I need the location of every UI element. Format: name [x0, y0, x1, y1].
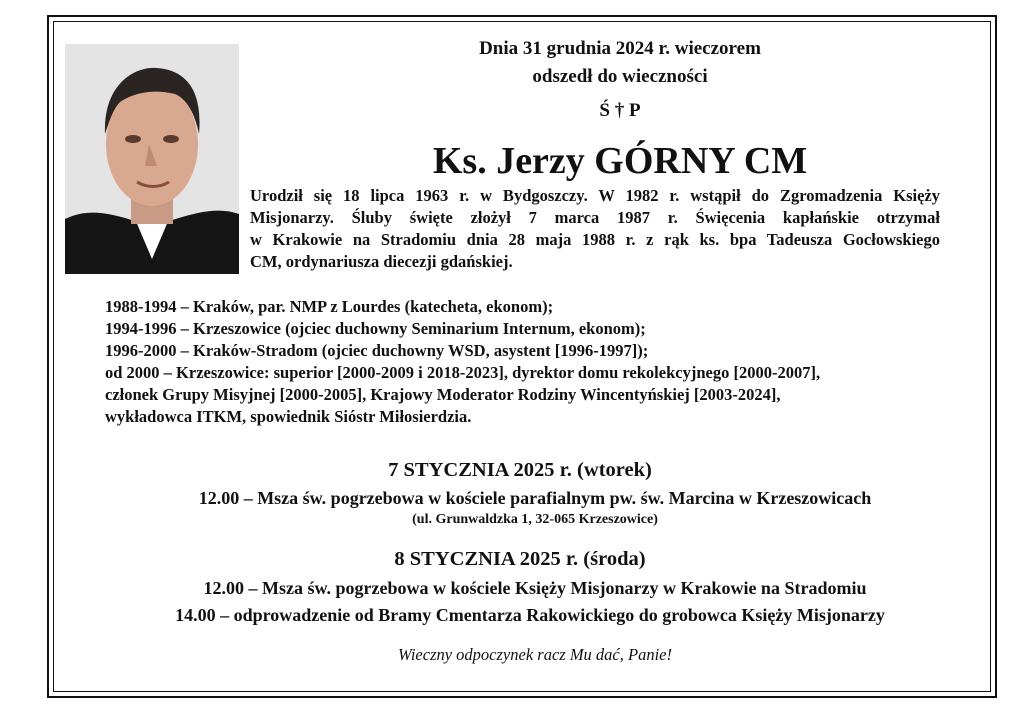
portrait-illustration: [65, 44, 239, 274]
bio-line: Misjonarzy. Śluby święte złożył 7 marca 1987 r. Święcenia kapłańskie otrzymał: [250, 208, 940, 227]
bio-line: CM, ordynariusza diecezji gdańskiej.: [250, 252, 513, 271]
funeral-day-2-event-1: 12.00 – Msza św. pogrzebowa w kościele Księży Misjonarzy w Krakowie na Stradomiu: [203, 578, 867, 598]
bio-line: w Krakowie na Stradomiu dnia 28 maja 1988 r. z rąk ks. bpa Tadeusza Gocłowskiego: [250, 230, 940, 249]
funeral-day-1-address: (ul. Grunwaldzka 1, 32-065 Krzeszowice): [412, 512, 658, 527]
career-line: 1988-1994 – Kraków, par. NMP z Lourdes (katecheta, ekonom);: [105, 297, 554, 316]
header-line-1: Dnia 31 grudnia 2024 r. wieczorem: [479, 38, 761, 59]
funeral-day-2-event-2: 14.00 – odprowadzenie od Bramy Cmentarza Rakowickiego do grobowca Księży Misjonarzy: [175, 605, 885, 625]
portrait-photo: [65, 44, 239, 274]
cross-line: Ś † P: [599, 100, 641, 121]
header-line-2: odszedł do wieczności: [532, 66, 708, 87]
funeral-day-2-date: 8 STYCZNIA 2025 r. (środa): [394, 548, 646, 570]
biography: [250, 185, 940, 273]
funeral-day-1-event: 12.00 – Msza św. pogrzebowa w kościele parafialnym pw. św. Marcina w Krzeszowicach: [198, 488, 872, 508]
bio-line: Urodził się 18 lipca 1963 r. w Bydgoszczy. W 1982 r. wstąpił do Zgromadzenia Księży: [250, 186, 940, 205]
funeral-day-1-date: 7 STYCZNIA 2025 r. (wtorek): [388, 459, 652, 481]
career-list: [105, 296, 965, 428]
career-line: 1996-2000 – Kraków-Stradom (ojciec duchowny WSD, asystent [1996-1997]);: [105, 341, 649, 360]
closing-prayer: Wieczny odpoczynek racz Mu dać, Panie!: [398, 645, 672, 664]
career-line: członek Grupy Misyjnej [2000-2005], Krajowy Moderator Rodziny Wincentyńskiej [2003-2024],: [105, 385, 781, 404]
career-line: od 2000 – Krzeszowice: superior [2000-2009 i 2018-2023], dyrektor domu rekolekcyjnego [2000-2007],: [105, 363, 821, 382]
career-line: 1994-1996 – Krzeszowice (ojciec duchowny Seminarium Internum, ekonom);: [105, 319, 646, 338]
deceased-name: Ks. Jerzy GÓRNY CM: [432, 140, 808, 182]
career-line: wykładowca ITKM, spowiednik Sióstr Miłosierdzia.: [105, 407, 472, 426]
